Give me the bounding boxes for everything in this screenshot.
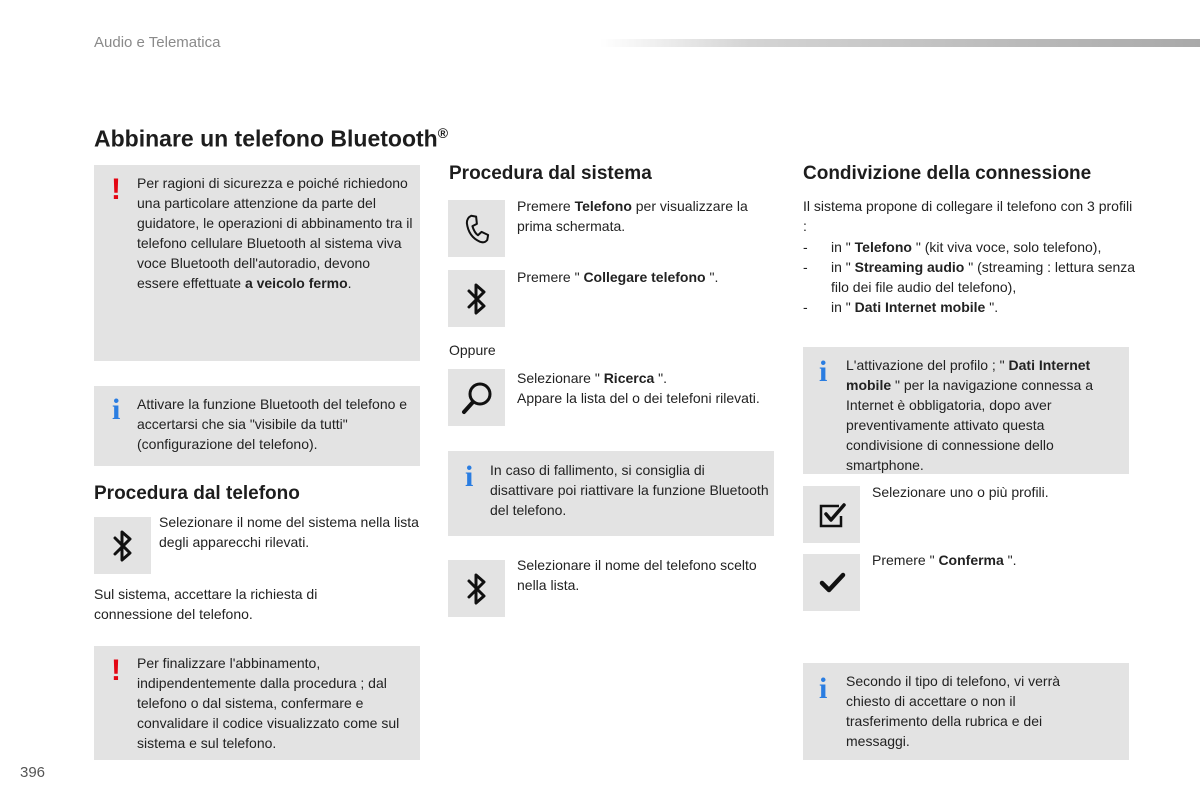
search-line: Selezionare " Ricerca ". <box>517 370 668 386</box>
page-title <box>94 125 448 153</box>
profiles-intro: Il sistema propone di collegare il telefono con 3 profili : <box>803 198 1133 234</box>
select-profiles-text: Selezionare uno o più profili. <box>872 484 1049 500</box>
info-box-failure <box>448 451 774 536</box>
profiles-list <box>803 237 1139 317</box>
warning-box-pairing <box>94 646 420 760</box>
sharing-heading: Condivizione della connessione <box>803 163 1092 184</box>
checkmark-icon-tile <box>803 554 860 611</box>
warning-box-safety <box>94 165 420 361</box>
info-box-bluetooth <box>94 386 420 466</box>
bluetooth-icon <box>464 282 490 316</box>
checkmark-icon <box>817 568 847 598</box>
bluetooth-icon <box>110 529 136 563</box>
warning-text-pairing: Per finalizzare l'abbinamento, indipendentemente dalla procedura ; dal telefono o dal sistema, confermare e convalidare il codice visualizzato come sul sistema e sul telefono. <box>137 655 400 751</box>
info-icon: i <box>819 672 828 705</box>
bluetooth-icon-tile <box>94 517 151 574</box>
bluetooth-icon <box>464 572 490 606</box>
checkbox-icon <box>817 500 847 530</box>
system-step3-text <box>517 368 779 408</box>
phone-procedure-heading: Procedura dal telefono <box>94 483 300 504</box>
info-text-failure: In caso di fallimento, si consiglia di disattivare poi riattivare la funzione Bluetooth del telefono. <box>490 462 769 518</box>
profile-item-dati: - in " Dati Internet mobile ". <box>803 299 999 315</box>
info-icon: i <box>465 460 474 493</box>
checkbox-icon-tile <box>803 486 860 543</box>
system-step2-text: Premere " Collegare telefono ". <box>517 269 719 285</box>
phone-icon <box>460 212 494 246</box>
section-label: Audio e Telematica <box>94 34 221 51</box>
accept-connection-text: Sul sistema, accettare la richiesta di connessione del telefono. <box>94 586 318 622</box>
system-procedure-heading: Procedura dal sistema <box>449 163 652 184</box>
info-box-phonebook <box>803 663 1129 760</box>
or-label: Oppure <box>449 342 496 358</box>
system-step4-text: Selezionare il nome del telefono scelto nella lista. <box>517 557 757 593</box>
info-text-profile: L'attivazione del profilo ; " Dati Internet mobile " per la navigazione connessa a Internet è obbligatoria, dopo aver preventivamente attivato questa condivisione di connessione dello smartphone. <box>846 357 1094 473</box>
confirm-text: Premere " Conferma ". <box>872 552 1017 568</box>
page-title-text: Abbinare un telefono Bluetooth <box>94 125 438 152</box>
exclamation-icon: ! <box>111 654 121 687</box>
page-number: 396 <box>20 764 46 781</box>
system-step1-text: Premere Telefono per visualizzare la prima schermata. <box>517 198 748 234</box>
bluetooth-icon-tile <box>448 560 505 617</box>
warning-text-safety: Per ragioni di sicurezza e poiché richiedono una particolare attenzione da parte del guidatore, le operazioni di abbinamento tra il telefono cellulare Bluetooth al sistema viva voce Bluetooth dell'autoradio, devono essere effettuate a veicolo fermo. <box>137 175 413 291</box>
info-box-profile <box>803 347 1129 474</box>
phone-step-text: Selezionare il nome del sistema nella lista degli apparecchi rilevati. <box>159 514 419 550</box>
profile-item-streaming: - in " Streaming audio " (streaming : lettura senza filo dei file audio del telefono), <box>803 259 1136 295</box>
phone-icon-tile <box>448 200 505 257</box>
profile-item-telefono: - in " Telefono " (kit viva voce, solo telefono), <box>803 239 1102 255</box>
info-text-phonebook: Secondo il tipo di telefono, vi verrà chiesto di accettare o non il trasferimento della rubrica e dei messaggi. <box>846 673 1061 749</box>
search-result-line: Appare la lista del o dei telefoni rilevati. <box>517 390 760 406</box>
header-bar <box>600 39 1200 47</box>
info-icon: i <box>112 393 121 426</box>
info-icon: i <box>819 355 828 388</box>
search-icon <box>459 380 495 416</box>
bluetooth-icon-tile <box>448 270 505 327</box>
info-text-bluetooth: Attivare la funzione Bluetooth del telefono e accertarsi che sia "visibile da tutti" (configurazione del telefono). <box>137 396 408 452</box>
exclamation-icon: ! <box>111 173 121 206</box>
search-icon-tile <box>448 369 505 426</box>
registered-mark: ® <box>437 125 449 141</box>
